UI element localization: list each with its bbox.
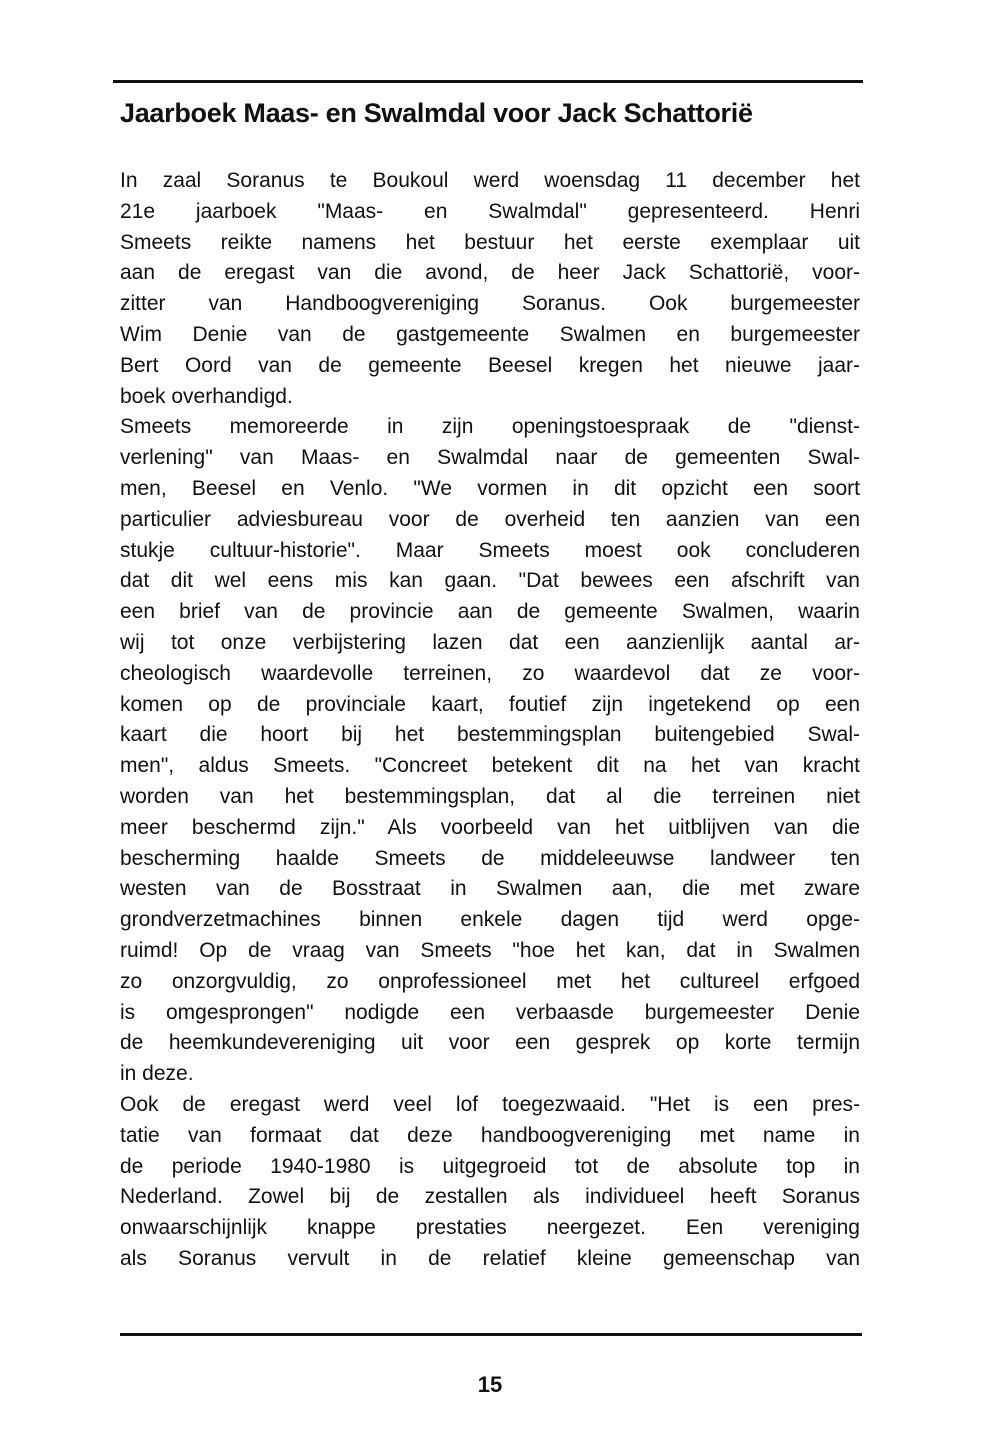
page-number: 15 — [477, 1372, 503, 1397]
article-title: Jaarboek Maas- en Swalmdal voor Jack Schattorië — [120, 98, 753, 128]
body-text-line: een brief van de provincie aan de gemeente Swalmen, waarin — [120, 600, 860, 624]
bottom-rule — [120, 1333, 862, 1336]
body-text-line: cheologisch waardevolle terreinen, zo waardevol dat ze voor- — [120, 661, 860, 685]
body-text-line: grondverzetmachines binnen enkele dagen tijd werd opge- — [120, 908, 860, 932]
body-text-line: is omgesprongen" nodigde een verbaasde burgemeester Denie — [120, 1000, 860, 1024]
article-body — [120, 166, 860, 1275]
body-text-line: verlening" van Maas- en Swalmdal naar de gemeenten Swal- — [120, 446, 860, 470]
body-text-line: In zaal Soranus te Boukoul werd woensdag 11 december het — [120, 169, 860, 192]
body-text-line: als Soranus vervult in de relatief kleine gemeenschap van — [120, 1246, 860, 1270]
body-text-line: Ook de eregast werd veel lof toegezwaaid. "Het is een pres- — [120, 1092, 860, 1116]
body-text-line: westen van de Bosstraat in Swalmen aan, die met zware — [120, 877, 860, 901]
body-text-line: in deze. — [120, 1062, 194, 1086]
body-text-line: tatie van formaat dat deze handboogvereniging met name in — [120, 1123, 860, 1147]
body-text-line: de periode 1940-1980 is uitgegroeid tot de absolute top in — [120, 1154, 860, 1178]
body-text-line: men, Beesel en Venlo. "We vormen in dit opzicht een soort — [120, 476, 860, 500]
body-text-line: worden van het bestemmingsplan, dat al die terreinen niet — [120, 784, 860, 808]
body-text-line: meer beschermd zijn." Als voorbeeld van het uitblijven van die — [120, 815, 860, 839]
body-text-line: bescherming haalde Smeets de middeleeuwse landweer ten — [120, 846, 860, 870]
body-text-line: Bert Oord van de gemeente Beesel kregen het nieuwe jaar- — [120, 353, 860, 377]
body-text-line: de heemkundevereniging uit voor een gesprek op korte termijn — [120, 1031, 860, 1055]
body-text-line: boek overhandigd. — [120, 384, 293, 408]
body-text-line: stukje cultuur-historie". Maar Smeets moest ook concluderen — [120, 538, 860, 562]
body-text-line: wij tot onze verbijstering lazen dat een aanzienlijk aantal ar- — [120, 630, 860, 654]
body-text-line: Wim Denie van de gastgemeente Swalmen en burgemeester — [120, 322, 860, 346]
body-text-line: Smeets memoreerde in zijn openingstoespraak de "dienst- — [120, 415, 860, 439]
body-text-line: aan de eregast van die avond, de heer Jack Schattorië, voor- — [120, 261, 860, 285]
body-text-line: Smeets reikte namens het bestuur het eerste exemplaar uit — [120, 230, 860, 254]
body-text-line: men", aldus Smeets. "Concreet betekent dit na het van kracht — [120, 754, 860, 778]
body-text-line: dat dit wel eens mis kan gaan. "Dat bewees een afschrift van — [120, 569, 860, 593]
top-rule — [113, 80, 863, 83]
body-text-line: Nederland. Zowel bij de zestallen als individueel heeft Soranus — [120, 1185, 860, 1209]
body-text-line: particulier adviesbureau voor de overheid ten aanzien van een — [120, 507, 860, 531]
body-text-line: ruimd! Op de vraag van Smeets "hoe het kan, dat in Swalmen — [120, 938, 860, 962]
body-text-line: komen op de provinciale kaart, foutief zijn ingetekend op een — [120, 692, 860, 716]
body-text-line: kaart die hoort bij het bestemmingsplan buitengebied Swal- — [120, 723, 860, 747]
body-text-line: 21e jaarboek "Maas- en Swalmdal" gepresenteerd. Henri — [120, 199, 860, 223]
body-text-line: zo onzorgvuldig, zo onprofessioneel met het cultureel erfgoed — [120, 969, 860, 993]
body-text-line: onwaarschijnlijk knappe prestaties neergezet. Een vereniging — [120, 1216, 860, 1240]
body-text-line: zitter van Handboogvereniging Soranus. Ook burgemeester — [120, 292, 860, 316]
